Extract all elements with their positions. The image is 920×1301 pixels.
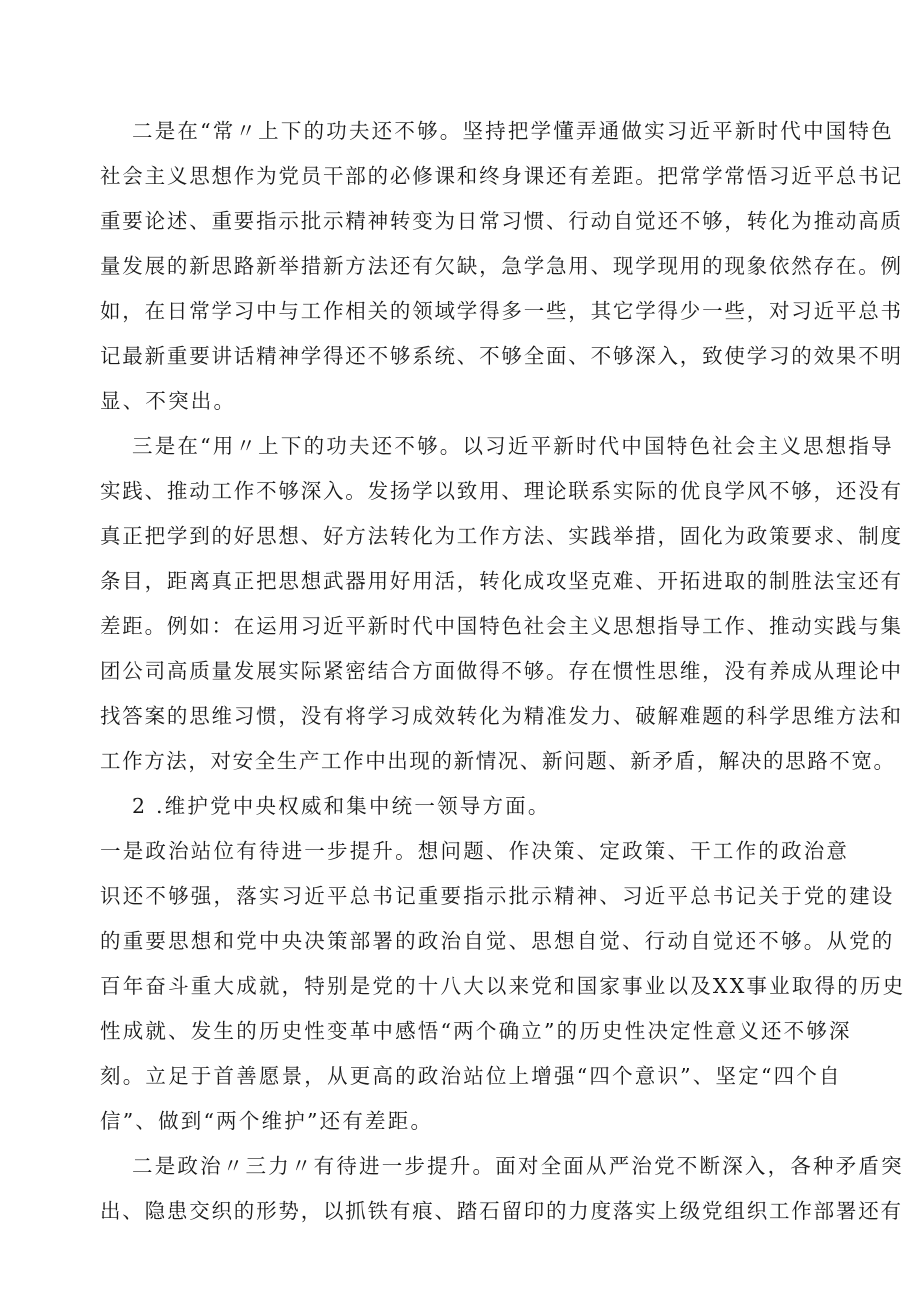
paragraph-1-line-1: 二是在“常〃上下的功夫还不够。坚持把学懂弄通做实习近平新时代中国特色	[132, 119, 894, 143]
paragraph-2-line-3: 真正把学到的好思想、好方法转化为工作方法、实践举措，固化为政策要求、制度	[100, 524, 903, 548]
paragraph-3-line-3: 的重要思想和党中央决策部署的政治自觉、思想自觉、行动自觉还不够。从党的	[100, 929, 895, 953]
paragraph-1-line-7: 显、不突出。	[100, 389, 237, 413]
paragraph-1-line-4: 量发展的新思路新举措新方法还有欠缺，急学急用、现学现用的现象依然存在。例	[100, 254, 903, 278]
paragraph-3-line-7: 信”、做到“两个维护”还有差距。	[100, 1109, 434, 1133]
paragraph-2-line-2: 实践、推动工作不够深入。发扬学以致用、理论联系实际的优良学风不够，还没有	[100, 479, 903, 503]
paragraph-2-line-6: 团公司高质量发展实际紧密结合方面做得不够。存在惯性思维，没有养成从理论中	[100, 659, 903, 683]
paragraph-3-line-5: 性成就、发生的历史性变革中感悟“两个确立”的历史性决定性意义还不够深	[100, 1019, 852, 1043]
paragraph-2-line-8: 工作方法，对安全生产工作中出现的新情况、新问题、新矛盾，解决的思路不宽。	[100, 749, 896, 773]
paragraph-1-line-6: 记最新重要讲话精神学得还不够系统、不够全面、不够深入，致使学习的效果不明	[100, 344, 903, 368]
paragraph-3-line-1: 一是政治站位有待进一步提升。想问题、作决策、定政策、干工作的政治意	[100, 839, 850, 863]
paragraph-4-line-1: 二是政治〃三力〃有待进一步提升。面对全面从严治党不断深入，各种矛盾突	[132, 1154, 904, 1178]
paragraph-1-line-2: 社会主义思想作为党员干部的必修课和终身课还有差距。把常学常悟习近平总书记	[100, 164, 903, 188]
paragraph-1-line-5: 如，在日常学习中与工作相关的领域学得多一些，其它学得少一些，对习近平总书	[100, 299, 903, 323]
paragraph-3-line-6: 刻。立足于首善愿景，从更高的政治站位上增强“四个意识”、坚定“四个自	[100, 1064, 842, 1088]
paragraph-2-line-4: 条目，距离真正把思想武器用好用活，转化成攻坚克难、开拓进取的制胜法宝还有	[100, 569, 903, 593]
paragraph-3-line-4: 百年奋斗重大成就，特别是党的十八大以来党和国家事业以及XX事业取得的历史	[100, 974, 906, 998]
section-heading-2: 2 .维护党中央权威和集中统一领导方面。	[132, 794, 551, 818]
paragraph-2-line-1: 三是在“用〃上下的功夫还不够。以习近平新时代中国特色社会主义思想指导	[132, 434, 894, 458]
paragraph-4-line-2: 出、隐患交织的形势，以抓铁有痕、踏石留印的力度落实上级党组织工作部署还有	[100, 1199, 903, 1223]
paragraph-2-line-5: 差距。例如：在运用习近平新时代中国特色社会主义思想指导工作、推动实践与集	[100, 614, 903, 638]
paragraph-3-line-2: 识还不够强，落实习近平总书记重要指示批示精神、习近平总书记关于党的建设	[100, 884, 895, 908]
paragraph-2-line-7: 找答案的思维习惯，没有将学习成效转化为精准发力、破解难题的科学思维方法和	[100, 704, 903, 728]
paragraph-1-line-3: 重要论述、重要指示批示精神转变为日常习惯、行动自觉还不够，转化为推动高质	[100, 209, 903, 233]
